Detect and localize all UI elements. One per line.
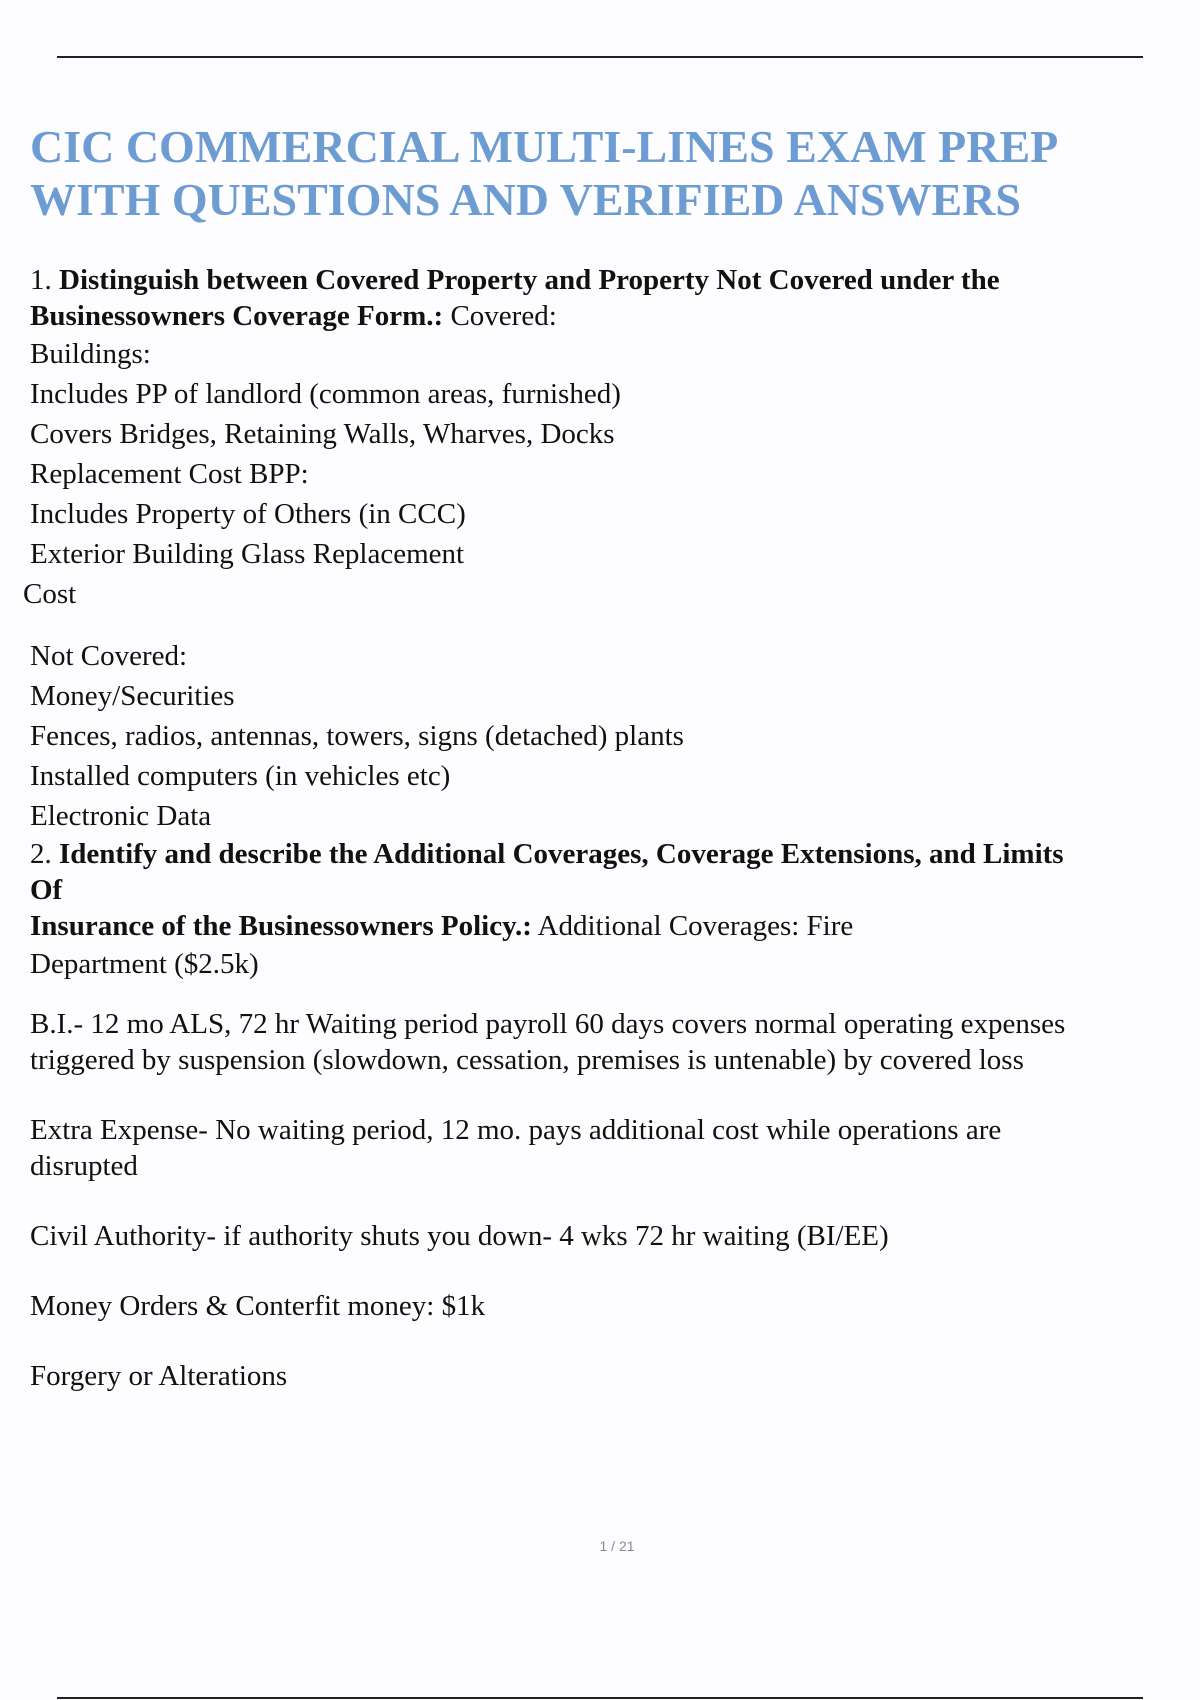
answer-line: B.I.- 12 mo ALS, 72 hr Waiting period payroll 60 days covers normal operating expenses <box>30 1008 1066 1040</box>
answer-line: Money Orders & Conterfit money: $1k <box>30 1290 486 1322</box>
answer-line: Forgery or Alterations <box>30 1360 288 1392</box>
document-title <box>30 120 1180 226</box>
answer-line: triggered by suspension (slowdown, cessation, premises is untenable) by covered loss <box>30 1044 1024 1076</box>
document-body <box>23 262 1190 1394</box>
answer-line: Fences, radios, antennas, towers, signs (detached) plants <box>30 720 684 752</box>
question-2 <box>30 836 1190 1394</box>
answer-line: Covers Bridges, Retaining Walls, Wharves, Docks <box>30 418 615 450</box>
title-line-2: WITH QUESTIONS AND VERIFIED ANSWERS <box>30 174 1021 225</box>
question-1 <box>23 262 1190 836</box>
question-text: Distinguish between Covered Property and Property Not Covered under the <box>59 264 1000 296</box>
question-text: Businessowners Coverage Form.: <box>30 300 444 332</box>
page-indicator: 1 / 21 <box>599 1538 635 1554</box>
answer-line: Cost <box>23 578 77 610</box>
answer-line: Includes Property of Others (in CCC) <box>30 498 466 530</box>
top-divider <box>57 56 1143 58</box>
answer-line: Buildings: <box>30 338 151 370</box>
answer-line: disrupted <box>30 1150 138 1182</box>
question-text: Insurance of the Businessowners Policy.: <box>30 910 532 942</box>
question-text: Of <box>30 874 63 906</box>
answer-text: Additional Coverages: Fire <box>537 910 854 942</box>
answer-line: Extra Expense- No waiting period, 12 mo. pays additional cost while operations are <box>30 1114 1002 1146</box>
answer-line: Replacement Cost BPP: <box>30 458 309 490</box>
question-number: 2. <box>30 838 52 870</box>
answer-text: Covered: <box>450 300 557 332</box>
title-line-1: CIC COMMERCIAL MULTI-LINES EXAM PREP <box>30 121 1059 172</box>
answer-line: Money/Securities <box>30 680 235 712</box>
answer-line: Not Covered: <box>30 640 188 672</box>
answer-line: Department ($2.5k) <box>30 948 259 980</box>
answer-line: Exterior Building Glass Replacement <box>30 538 465 570</box>
answer-line: Civil Authority- if authority shuts you down- 4 wks 72 hr waiting (BI/EE) <box>30 1220 889 1252</box>
answer-line: Electronic Data <box>30 800 212 832</box>
question-number: 1. <box>30 264 52 296</box>
bottom-divider <box>57 1697 1143 1699</box>
answer-line: Installed computers (in vehicles etc) <box>30 760 451 792</box>
question-text: Identify and describe the Additional Coverages, Coverage Extensions, and Limits <box>59 838 1064 870</box>
answer-line: Includes PP of landlord (common areas, furnished) <box>30 378 621 410</box>
